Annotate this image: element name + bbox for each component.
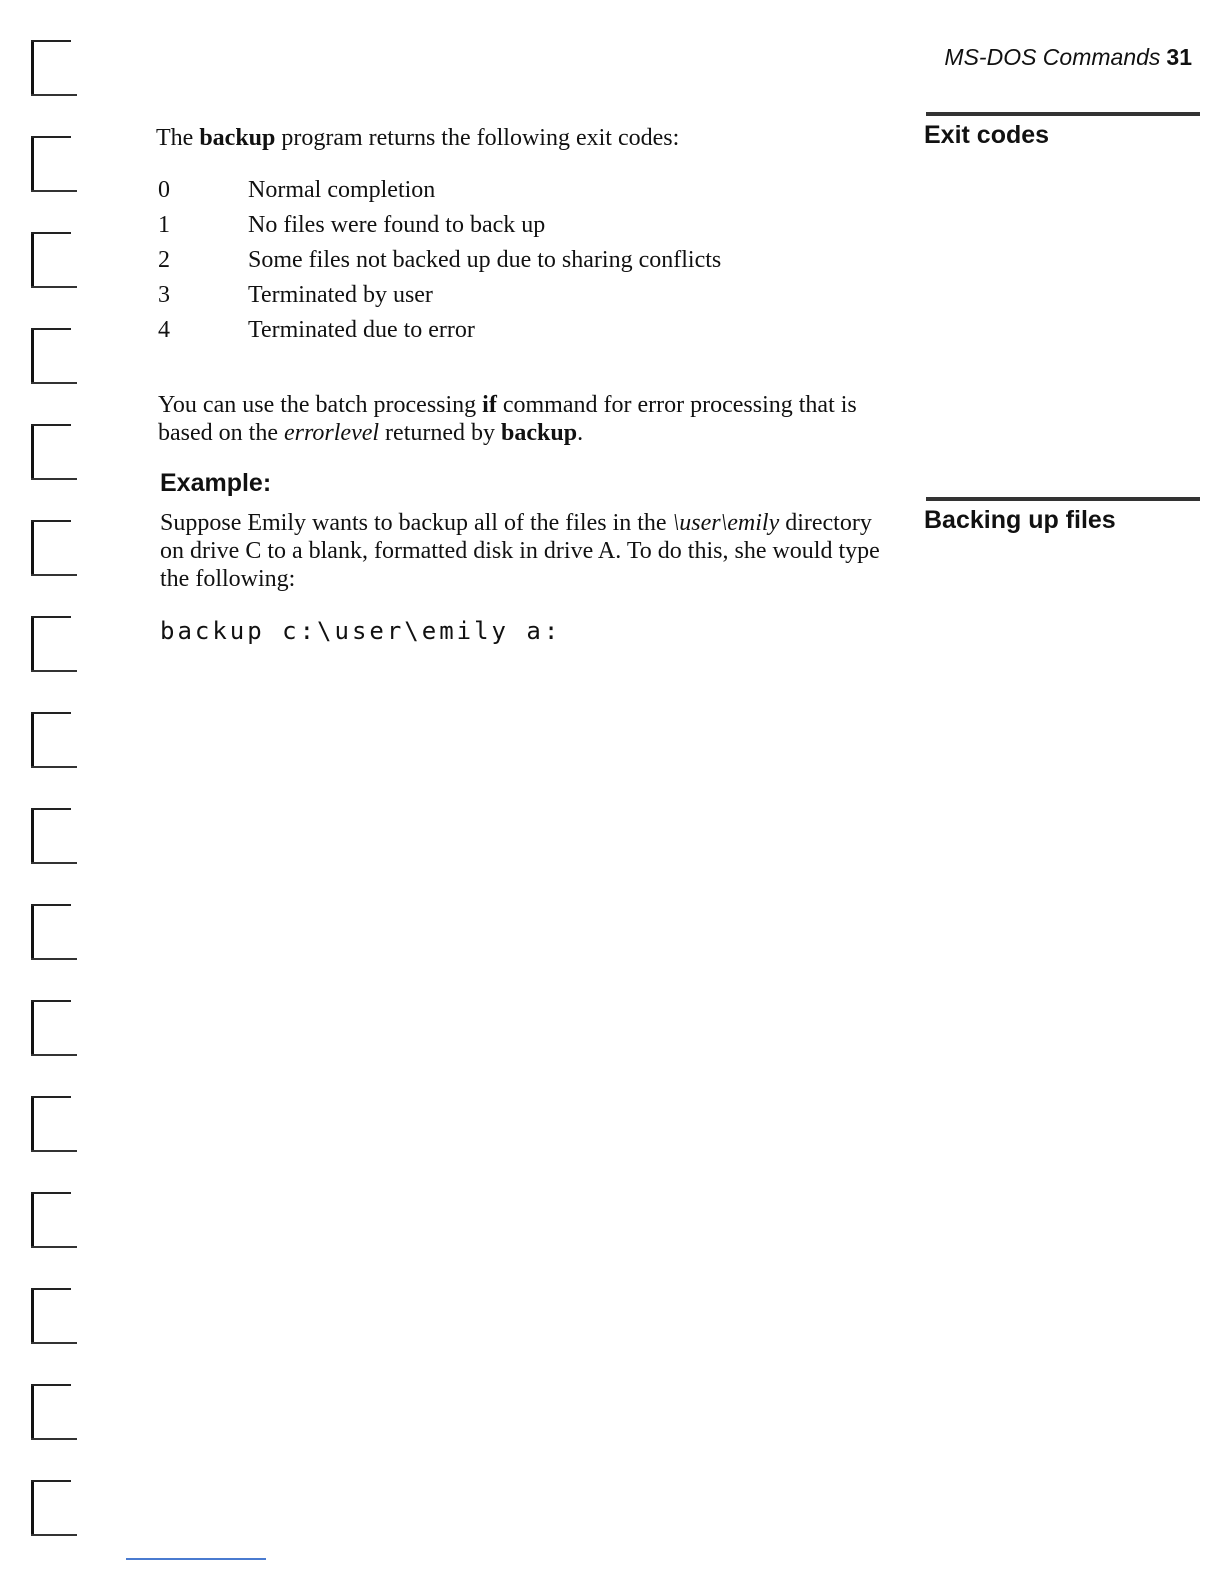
paragraph-text: directory on drive C to a blank, formatted disk in drive A. To do this, she would type the following: (160, 510, 880, 592)
binder-mark (31, 1480, 79, 1536)
binder-mark (31, 424, 79, 480)
scan-edge-line (126, 1558, 266, 1560)
list-item (158, 176, 878, 211)
sidebar-rule (926, 112, 1200, 116)
sidebar-rule (926, 497, 1200, 501)
list-item (158, 316, 878, 351)
list-item (158, 246, 878, 281)
binder-mark (31, 1384, 79, 1440)
intro-command: backup (199, 125, 276, 151)
exit-code: 4 (158, 317, 170, 343)
binder-mark (31, 232, 79, 288)
binder-mark (31, 712, 79, 768)
binder-mark (31, 904, 79, 960)
binder-mark (31, 808, 79, 864)
example-heading: Example: (160, 469, 272, 497)
binder-mark (31, 1288, 79, 1344)
binder-mark (31, 1096, 79, 1152)
binder-mark (31, 616, 79, 672)
exit-code: 0 (158, 177, 170, 203)
paragraph-text: . (577, 420, 584, 446)
binder-mark (31, 136, 79, 192)
binder-mark (31, 328, 79, 384)
errorlevel-paragraph (158, 391, 878, 447)
exit-code: 3 (158, 282, 170, 308)
backup-command: backup (501, 420, 578, 446)
example-paragraph (160, 509, 900, 593)
errorlevel-term: errorlevel (283, 420, 380, 446)
exit-code-description: No files were found to back up (248, 212, 546, 238)
paragraph-text: You can use the batch processing (158, 392, 483, 418)
binder-mark (31, 520, 79, 576)
header-title: MS-DOS Commands (944, 44, 1161, 70)
binder-mark (31, 1000, 79, 1056)
exit-code-description: Terminated by user (248, 282, 433, 308)
paragraph-text: command for error processing that is based on the (158, 392, 857, 446)
exit-code-description: Some files not backed up due to sharing conflicts (248, 247, 722, 273)
exit-code-description: Normal completion (248, 177, 436, 203)
intro-paragraph (156, 124, 876, 152)
command-example: backup c:\user\emily a: (160, 617, 562, 645)
paragraph-text: Suppose Emily wants to backup all of the files in the (160, 510, 673, 536)
sidebar-heading-backing-up: Backing up files (924, 506, 1116, 534)
exit-code-description: Terminated due to error (248, 317, 475, 343)
binder-mark (31, 40, 79, 96)
binder-mark (31, 1192, 79, 1248)
intro-text: The (156, 125, 200, 151)
page-number: 31 (1166, 44, 1192, 70)
list-item (158, 211, 878, 246)
if-command: if (482, 392, 497, 418)
intro-text: program returns the following exit codes: (275, 125, 680, 151)
page-header (944, 44, 1192, 71)
sidebar-heading-exit-codes: Exit codes (924, 121, 1050, 149)
exit-code: 2 (158, 247, 170, 273)
exit-code-list (158, 176, 878, 351)
exit-code: 1 (158, 212, 170, 238)
directory-path: \user\emily (672, 510, 780, 536)
list-item (158, 281, 878, 316)
paragraph-text: returned by (379, 420, 502, 446)
